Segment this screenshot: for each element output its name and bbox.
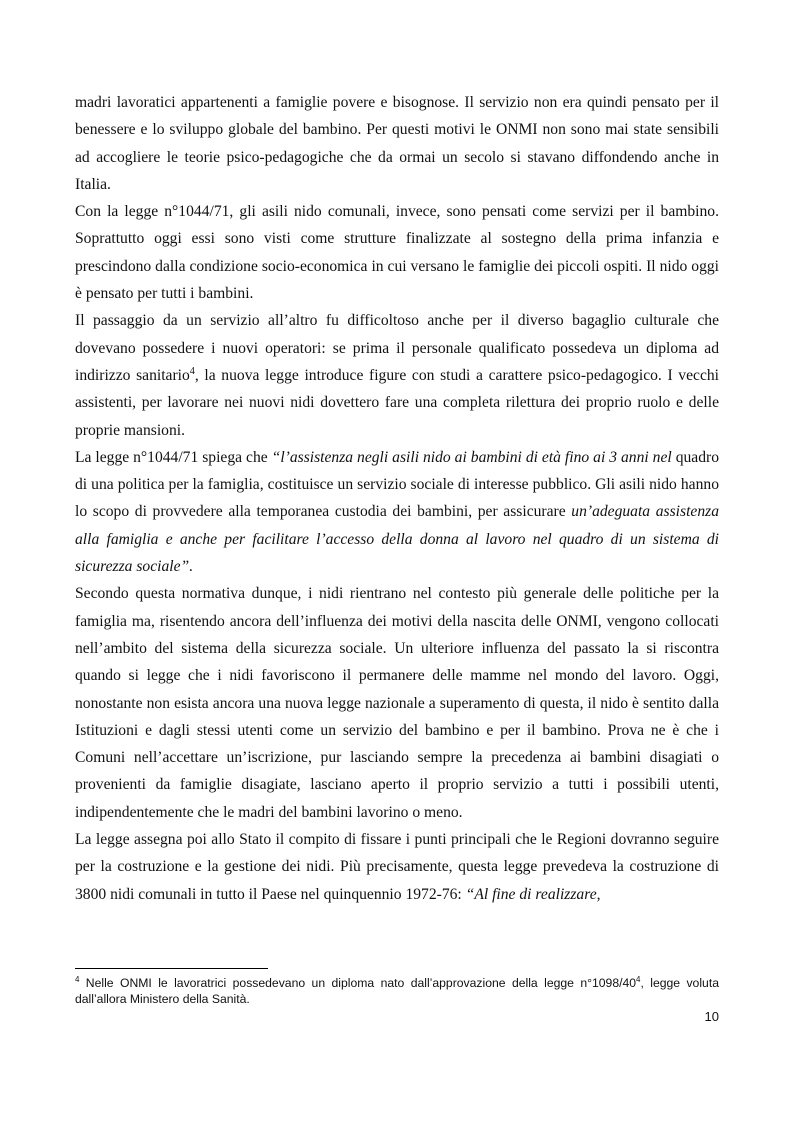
- paragraph-3-text-a: Il passaggio da un servizio all’altro fu difficoltoso anche per il diverso bagaglio culturale che dovevano possedere i nuovi operatori: se prima il personale qualificato possedeva un diploma ad indirizzo sanitario: [75, 312, 719, 384]
- page-number: 10: [704, 1009, 719, 1024]
- paragraph-5: Secondo questa normativa dunque, i nidi rientrano nel contesto più generale delle politiche per la famiglia ma, risentendo ancora dell’influenza dei motivi della nascita delle ONMI, vengono collocati nell’ambito del sistema della sicurezza sociale. Un ulteriore influenza del passato la si riscontra quando si legge che i nidi favoriscono il permanere delle mamme nel mondo del lavoro. Oggi, nonostante non esista ancora una nuova legge nazionale a superamento di questa, il nido è sentito dalla Istituzioni e dagli stessi utenti come un servizio del bambino e per il bambino. Prova ne è che i Comuni nell’accettare un’iscrizione, pur lasciando sempre la precedenza ai bambini disagiati o provenienti da famiglie disagiate, lasciano aperto il proprio servizio a tutti i possibili utenti, indipendentemente che le madri del bambini lavorino o meno.: [75, 585, 719, 821]
- footnote-marker: 4: [75, 974, 80, 984]
- footnote: [75, 975, 719, 1008]
- footnote-separator: [75, 968, 268, 969]
- quote-italic-3: “Al fine di realizzare,: [465, 885, 601, 903]
- footnote-text-a: Nelle ONMI le lavoratrici possedevano un diploma nato dall’approvazione della legge n°1098/40: [79, 976, 637, 990]
- paragraph-1: madri lavoratici appartenenti a famiglie povere e bisognose. Il servizio non era quindi pensato per il benessere e lo sviluppo globale del bambino. Per questi motivi le ONMI non sono mai state sensibili ad accogliere le teorie psico-pedagogiche che da ormai un secolo si stavano diffondendo anche in Italia.: [75, 94, 719, 193]
- quote-italic-2: un’adeguata assistenza alla famiglia e anche per facilitare l’accesso della donna al lavoro nel quadro di un sistema di sicurezza sociale”.: [75, 503, 719, 576]
- paragraph-4-text-b: quadro di una politica per la famiglia, costituisce un servizio sociale di interesse pubblico. Gli asili nido hanno lo scopo di provvedere alla temporanea custodia dei bambini, per assicurare: [75, 448, 719, 521]
- paragraph-4-text-a: La legge n°1044/71 spiega che: [75, 448, 272, 466]
- footnote-sup: 4: [636, 974, 641, 984]
- paragraph-6: [75, 826, 719, 908]
- quote-italic-1: “l’assistenza negli asili nido ai bambini di età fino ai 3 anni nel: [271, 448, 672, 466]
- paragraph-2: Con la legge n°1044/71, gli asili nido comunali, invece, sono pensati come servizi per il bambino. Soprattutto oggi essi sono visti come strutture finalizzate al sostegno della prima infanzia e prescindono dalla condizione socio-economica in cui versano le famiglie dei piccoli ospiti. Il nido oggi è pensato per tutti i bambini.: [75, 203, 719, 303]
- footnote-text-b: , legge voluta dall’allora Ministero della Sanità.: [75, 976, 719, 1007]
- paragraph-3: [75, 307, 719, 443]
- footnote-reference[interactable]: 4: [189, 365, 195, 377]
- paragraph-6-text: La legge assegna poi allo Stato il compito di fissare i punti principali che le Regioni dovranno seguire per la costruzione e la gestione dei nidi. Più precisamente, questa legge prevedeva la costruzione di 3800 nidi comunali in tutto il Paese nel quinquennio 1972-76:: [75, 831, 719, 903]
- paragraph-3-text-b: , la nuova legge introduce figure con studi a carattere psico-pedagogico. I vecchi assistenti, per lavorare nei nuovi nidi dovettero fare una completa rilettura dei proprio ruolo e delle proprie mansioni.: [75, 366, 719, 439]
- paragraph-4: [75, 444, 719, 580]
- page-body: [75, 89, 719, 908]
- footnote-4: [75, 975, 719, 1008]
